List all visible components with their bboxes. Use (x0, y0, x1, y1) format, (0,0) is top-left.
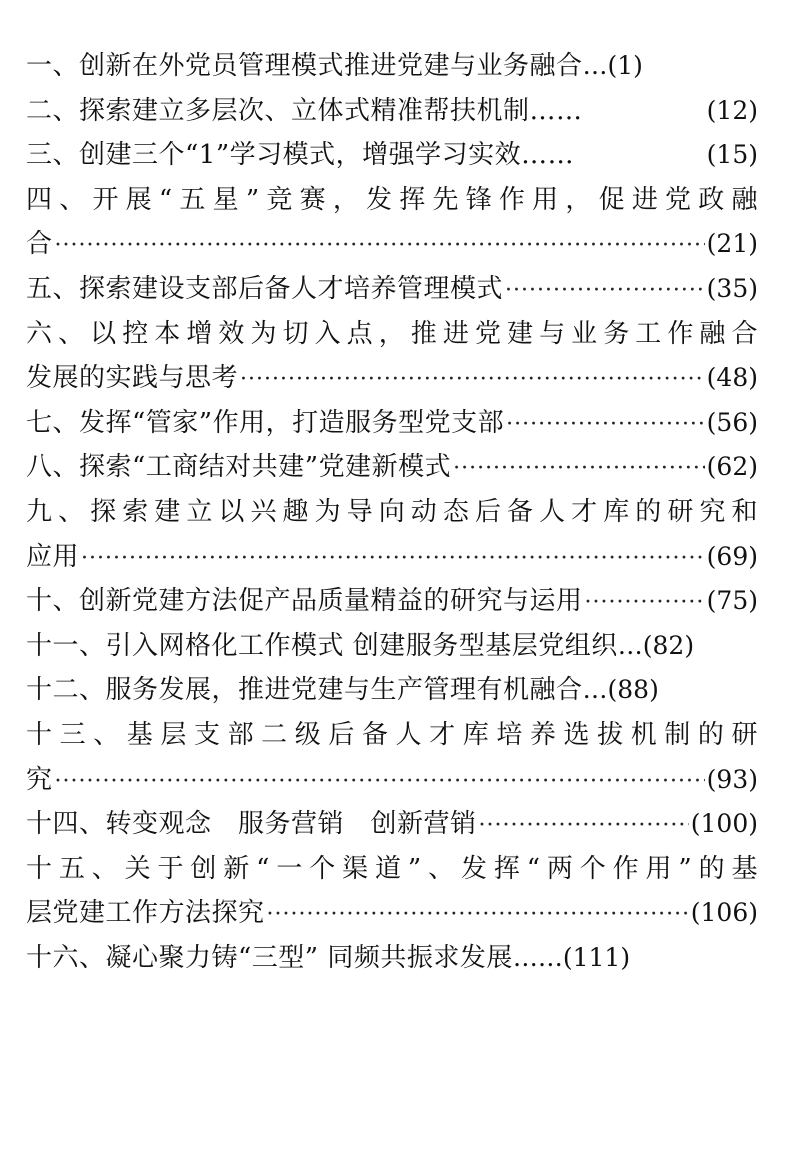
toc-leader-dots (506, 403, 705, 446)
toc-entry-page: (48) (706, 363, 758, 393)
toc-entry-9-cont[interactable] (26, 535, 758, 580)
toc-entry-page: (21) (706, 229, 758, 259)
toc-entry-page: …(1) (582, 51, 643, 80)
toc-entry-3[interactable] (26, 133, 758, 178)
toc-entry-title: 七、发挥“管家”作用，打造服务型党支部 (26, 407, 505, 438)
toc-entry-4[interactable] (26, 178, 758, 223)
toc-entry-page: …(82) (617, 630, 695, 660)
toc-entry-title: 六、以控本增效为切入点，推进党建与业务工作融合 (26, 318, 758, 349)
toc-entry-page: (100) (690, 809, 758, 839)
toc-entry-page: …(88) (582, 675, 659, 705)
toc-entry-12[interactable] (26, 668, 758, 713)
toc-entry-11[interactable] (26, 624, 758, 669)
toc-leader-dots (585, 581, 705, 624)
toc-entry-page: ……(111) (512, 942, 631, 972)
toc-entry-title: 十三、基层支部二级后备人才库培养选拔机制的研 (26, 719, 758, 750)
toc-leader-dots (55, 760, 705, 803)
toc-entry-6[interactable] (26, 312, 758, 357)
toc-entry-page: (12) (706, 95, 758, 125)
toc-entry-page: (56) (706, 407, 758, 437)
toc-entry-title: 二、探索建立多层次、立体式精准帮扶机制…… (26, 95, 583, 126)
toc-entry-10[interactable] (26, 579, 758, 624)
toc-entry-page: (15) (706, 140, 758, 170)
toc-entry-1[interactable] (26, 44, 758, 89)
toc-entry-page: (75) (706, 586, 758, 616)
toc-entry-title-cont: 发展的实践与思考 (26, 363, 239, 394)
toc-leader-dots (240, 358, 705, 401)
toc-entry-title: 十一、引入网格化工作模式 创建服务型基层党组织 (26, 630, 618, 661)
toc-entry-title: 八、探索“工商结对共建”党建新模式 (26, 452, 452, 483)
table-of-contents (26, 44, 758, 980)
toc-entry-title: 十、创新党建方法促产品质量精益的研究与运用 (26, 586, 583, 617)
toc-entry-title: 一、创新在外党员管理模式推进党建与业务融合 (26, 51, 583, 81)
toc-entry-5[interactable] (26, 267, 758, 312)
toc-leader-dots (267, 893, 689, 936)
toc-leader-dots (479, 804, 689, 847)
toc-entry-title: 十二、服务发展，推进党建与生产管理有机融合 (26, 675, 583, 706)
toc-entry-13-cont[interactable] (26, 758, 758, 803)
toc-entry-16[interactable] (26, 936, 758, 981)
toc-entry-8[interactable] (26, 445, 758, 490)
toc-entry-title-cont: 层党建工作方法探究 (26, 898, 265, 929)
toc-entry-page: (62) (706, 452, 758, 482)
toc-entry-title: 五、探索建设支部后备人才培养管理模式 (26, 273, 504, 304)
toc-entry-page: (106) (690, 898, 758, 928)
toc-entry-title: 十六、凝心聚力铸“三型” 同频共振求发展 (26, 942, 513, 973)
toc-leader-dots (453, 447, 705, 490)
toc-entry-title: 十五、关于创新“一个渠道”、发挥“两个作用”的基 (26, 853, 758, 884)
toc-entry-14[interactable] (26, 802, 758, 847)
toc-entry-2[interactable] (26, 89, 758, 134)
toc-entry-9[interactable] (26, 490, 758, 535)
toc-leader-dots (55, 224, 705, 267)
toc-entry-6-cont[interactable] (26, 356, 758, 401)
toc-entry-title-cont: 究 (26, 764, 53, 795)
toc-entry-15[interactable] (26, 847, 758, 892)
toc-entry-page: (93) (706, 764, 758, 794)
toc-entry-page: (69) (706, 541, 758, 571)
toc-entry-title: 四、开展“五星”竞赛，发挥先锋作用，促进党政融 (26, 184, 758, 215)
toc-entry-4-cont[interactable] (26, 222, 758, 267)
toc-entry-title-cont: 应用 (26, 541, 80, 572)
toc-entry-7[interactable] (26, 401, 758, 446)
toc-leader-dots (505, 269, 705, 312)
toc-entry-15-cont[interactable] (26, 891, 758, 936)
toc-entry-page: (35) (706, 273, 758, 303)
toc-entry-title: 三、创建三个“1”学习模式，增强学习实效…… (26, 140, 575, 171)
toc-entry-title-cont: 合 (26, 229, 53, 260)
toc-entry-13[interactable] (26, 713, 758, 758)
toc-entry-title: 九、探索建立以兴趣为导向动态后备人才库的研究和 (26, 496, 758, 527)
toc-leader-dots (81, 537, 705, 580)
toc-entry-title: 十四、转变观念 服务营销 创新营销 (26, 809, 477, 840)
